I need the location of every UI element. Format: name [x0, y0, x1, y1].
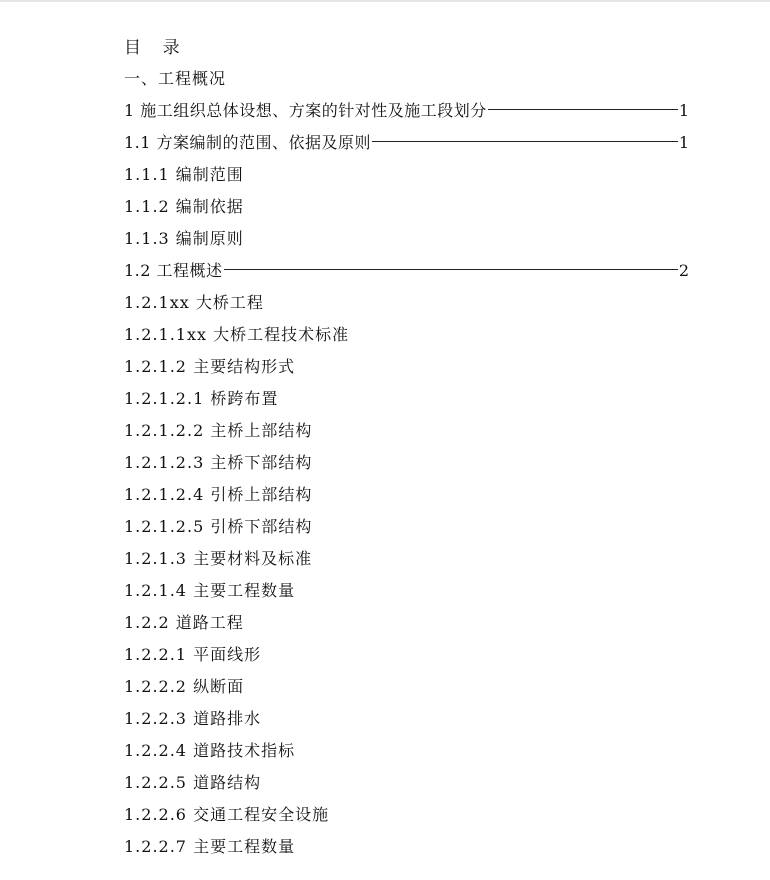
toc-entry-label: 1.2.2.6 交通工程安全设施	[124, 805, 330, 824]
toc-entry	[124, 292, 689, 324]
page-top-border	[0, 0, 770, 2]
toc-entry	[124, 676, 689, 708]
toc-entry	[124, 836, 689, 868]
toc-page-number: 1	[678, 133, 689, 152]
toc-entry	[124, 484, 689, 516]
toc-list	[124, 68, 689, 868]
toc-title: 目 录	[124, 38, 180, 58]
toc-entry-label: 1.1.2 编制依据	[124, 197, 244, 216]
toc-entry	[124, 100, 689, 132]
toc-entry-label: 1.2.1.4 主要工程数量	[124, 581, 296, 600]
toc-entry-label: 1.1.1 编制范围	[124, 165, 244, 184]
toc-entry-label: 1.2.1.2.4 引桥上部结构	[124, 485, 313, 504]
toc-entry	[124, 324, 689, 356]
toc-entry-label: 1.2.2.2 纵断面	[124, 677, 245, 696]
toc-entry	[124, 708, 689, 740]
toc-entry-label: 1.2.1.3 主要材料及标准	[124, 549, 313, 568]
toc-entry	[124, 644, 689, 676]
toc-entry-label: 1.2.2.1 平面线形	[124, 645, 262, 664]
toc-entry-label: 1.2.2.7 主要工程数量	[124, 837, 296, 856]
toc-entry-label: 1.1.3 编制原则	[124, 229, 244, 248]
toc-entry-label: 1.2.2.4 道路技术指标	[124, 741, 296, 760]
toc-entry	[124, 452, 689, 484]
toc-entry-label: 1.2 工程概述	[124, 261, 223, 280]
toc-entry-label: 1.2.1.2.1 桥跨布置	[124, 389, 279, 408]
toc-entry	[124, 228, 689, 260]
table-of-contents	[124, 36, 689, 868]
toc-entry-label: 1.2.1.2.5 引桥下部结构	[124, 517, 313, 536]
toc-entry	[124, 132, 689, 164]
toc-entry	[124, 420, 689, 452]
toc-entry	[124, 164, 689, 196]
toc-entry-label: 1.2.2.3 道路排水	[124, 709, 262, 728]
toc-entry-label: 1.2.1xx 大桥工程	[124, 293, 264, 312]
toc-entry-label: 1.2.1.1xx 大桥工程技术标准	[124, 325, 350, 344]
toc-entry	[124, 356, 689, 388]
toc-entry	[124, 740, 689, 772]
toc-entry	[124, 580, 689, 612]
toc-dash-leader	[224, 269, 678, 270]
toc-entry	[124, 196, 689, 228]
toc-entry	[124, 260, 689, 292]
toc-dash-leader	[488, 109, 678, 110]
toc-entry	[124, 804, 689, 836]
toc-dash-leader	[372, 141, 678, 142]
toc-entry-label: 1.2.1.2 主要结构形式	[124, 357, 296, 376]
toc-entry-label: 1.2.1.2.2 主桥上部结构	[124, 421, 313, 440]
toc-entry	[124, 68, 689, 100]
toc-entry-label: 1.2.2.5 道路结构	[124, 773, 262, 792]
toc-page-number: 1	[678, 101, 689, 120]
toc-entry	[124, 612, 689, 644]
toc-entry	[124, 548, 689, 580]
toc-entry-label: 1.2.2 道路工程	[124, 613, 244, 632]
toc-entry-label: 1.1 方案编制的范围、依据及原则	[124, 133, 372, 152]
toc-entry	[124, 516, 689, 548]
toc-entry	[124, 772, 689, 804]
toc-entry	[124, 388, 689, 420]
toc-entry-label: 1 施工组织总体设想、方案的针对性及施工段划分	[124, 101, 487, 120]
toc-entry-label: 一、工程概况	[124, 69, 227, 88]
toc-entry-label: 1.2.1.2.3 主桥下部结构	[124, 453, 313, 472]
toc-page-number: 2	[678, 261, 689, 280]
